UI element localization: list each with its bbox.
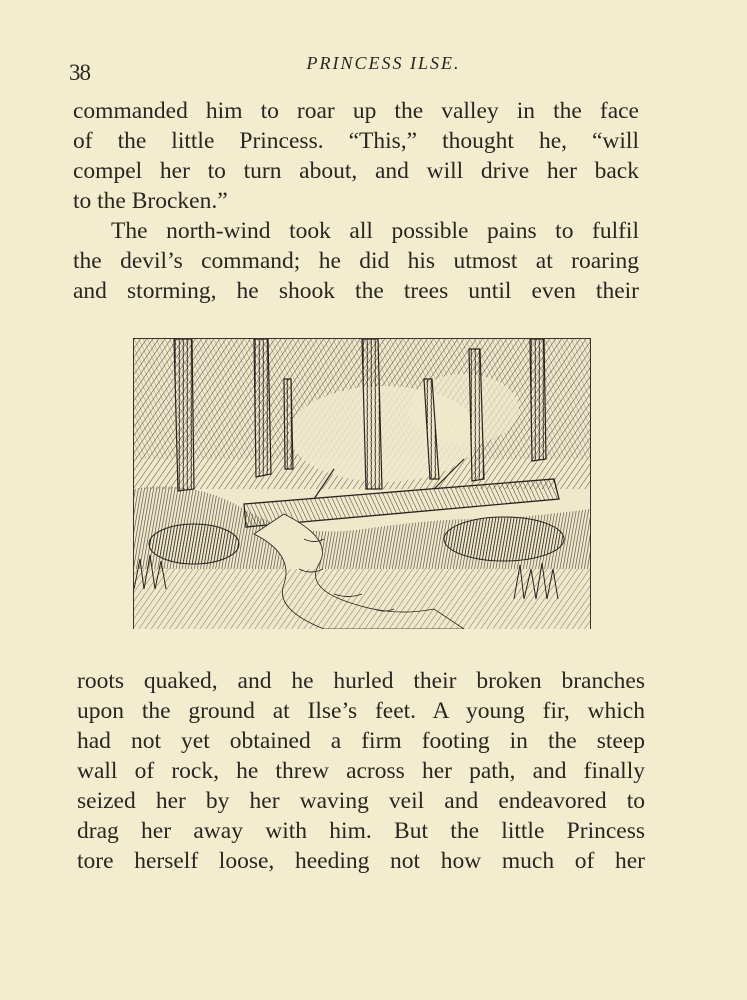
forest-stream-engraving-icon — [134, 339, 590, 629]
text-block-upper — [73, 96, 639, 306]
text-line: upon the ground at Ilse’s feet. A young fir, which — [77, 698, 645, 724]
text-line: roots quaked, and he hurled their broken branches — [77, 668, 645, 694]
text-line: wall of rock, he threw across her path, and finally — [77, 758, 645, 784]
text-block-lower — [77, 666, 645, 876]
text-line: compel her to turn about, and will drive her back — [73, 158, 639, 184]
text-line: and storming, he shook the trees until even their — [73, 278, 639, 304]
text-line: drag her away with him. But the little Princess — [77, 818, 645, 844]
text-line: tore herself loose, heeding not how much of her — [77, 848, 645, 874]
text-line: the devil’s command; he did his utmost at roaring — [73, 248, 639, 274]
page-number: 38 — [69, 60, 90, 85]
text-line: had not yet obtained a firm footing in the steep — [77, 728, 645, 754]
text-line: seized her by her waving veil and endeavored to — [77, 788, 645, 814]
text-line: of the little Princess. “This,” thought he, “will — [73, 128, 639, 154]
text-line: commanded him to roar up the valley in the face — [73, 98, 639, 124]
text-line: to the Brocken.” — [73, 188, 228, 214]
forest-stream-engraving — [133, 338, 591, 629]
text-line: The north-wind took all possible pains to fulfil — [111, 218, 639, 244]
running-title: PRINCESS ILSE. — [306, 53, 461, 73]
